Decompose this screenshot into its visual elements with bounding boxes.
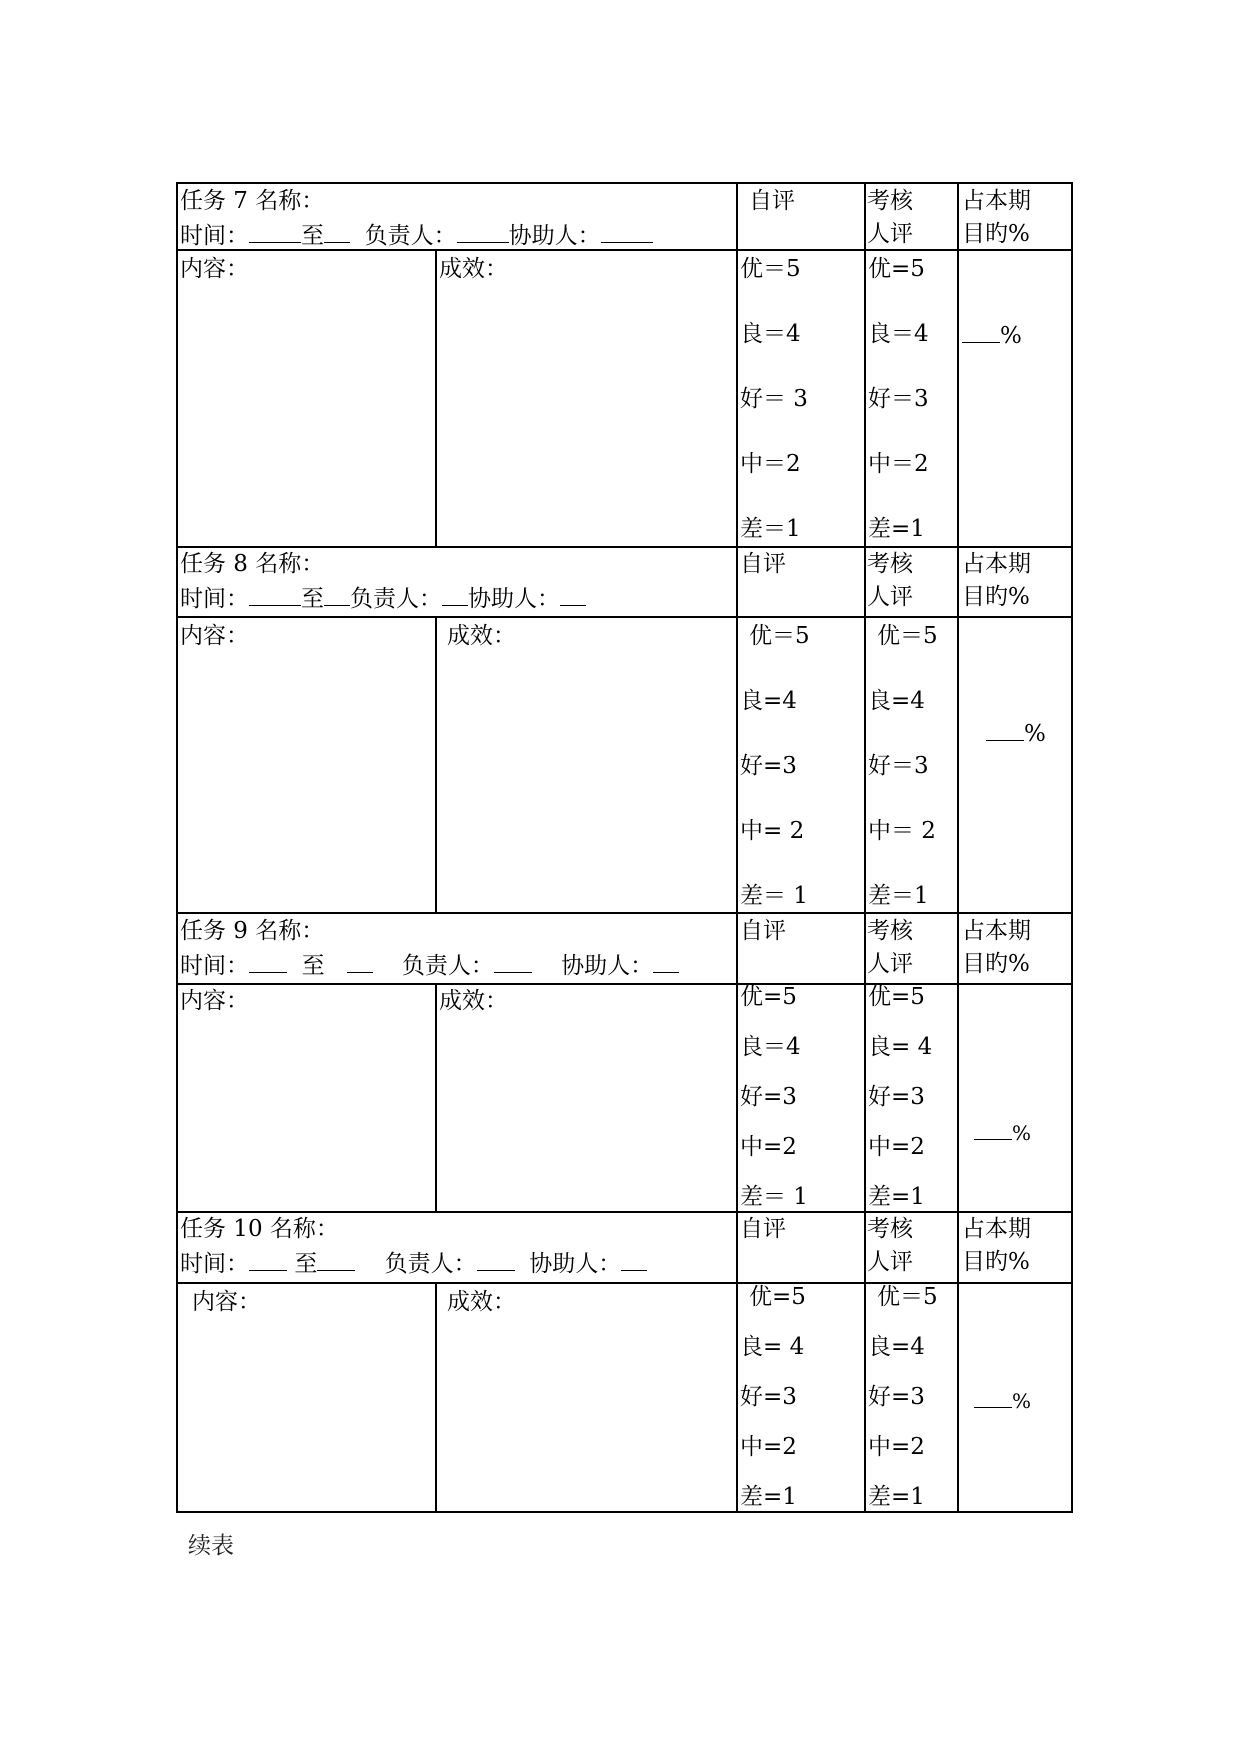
- row-divider: [176, 912, 1072, 914]
- review-grade: 良= 4: [868, 1034, 933, 1060]
- review-grade: 好=3: [868, 1384, 925, 1410]
- blank-field: [457, 220, 509, 243]
- owner-label: 负责人：: [350, 586, 442, 612]
- blank-field: [249, 583, 301, 606]
- task-meta-line: [180, 220, 653, 250]
- review-grade: 优＝5: [877, 1284, 938, 1310]
- self-grade: 差=1: [740, 1484, 797, 1510]
- pct-value: %: [1012, 1389, 1032, 1413]
- column-divider: [435, 1282, 437, 1512]
- review-grade: 良=4: [868, 1334, 925, 1360]
- review-grade: 好＝3: [868, 753, 929, 779]
- self-grade: 好=3: [740, 1084, 797, 1110]
- review-grade: 差=1: [868, 1484, 925, 1510]
- self-grade: 好=3: [740, 1384, 797, 1410]
- table-border-left: [176, 182, 178, 1513]
- review-header: 人评: [867, 1249, 913, 1275]
- time-label: 时间：: [180, 953, 249, 979]
- content-label: 内容：: [192, 1289, 261, 1315]
- task-title: 任务 10 名称：: [180, 1216, 339, 1242]
- self-grade: 优=5: [749, 1284, 806, 1310]
- pct-header: 占本期: [962, 551, 1031, 577]
- pct-field: [962, 320, 1022, 350]
- table-border-bottom: [176, 1511, 1072, 1513]
- review-header: 人评: [867, 584, 913, 610]
- blank-field: [324, 583, 350, 606]
- review-grade: 中=2: [868, 1434, 925, 1460]
- self-eval-header: 自评: [740, 1216, 786, 1242]
- review-grade: 中=2: [868, 1134, 925, 1160]
- blank-field: [324, 220, 350, 243]
- blank-field: [249, 220, 301, 243]
- blank-field: [974, 1385, 1012, 1408]
- assist-label: 协助人：: [508, 223, 601, 249]
- result-label: 成效：: [447, 623, 516, 649]
- assist-label: 协助人：: [561, 953, 654, 979]
- self-grade: 差＝1: [740, 516, 801, 542]
- task-title: 任务 9 名称：: [180, 918, 325, 944]
- review-grade: 良=4: [868, 688, 925, 714]
- review-header: 考核: [867, 1216, 913, 1242]
- column-divider: [435, 249, 437, 547]
- to-label: 至: [301, 223, 324, 249]
- self-grade: 良= 4: [740, 1334, 805, 1360]
- time-label: 时间：: [180, 223, 249, 249]
- pct-field: [986, 718, 1046, 748]
- review-grade: 中＝2: [868, 451, 929, 477]
- review-grade: 差＝1: [868, 883, 929, 909]
- self-eval-header: 自评: [740, 918, 786, 944]
- self-grade: 中＝2: [740, 451, 801, 477]
- table-border-top: [176, 182, 1072, 184]
- blank-field: [494, 950, 532, 973]
- pct-field: [974, 1385, 1031, 1415]
- content-label: 内容：: [180, 623, 249, 649]
- pct-value: %: [1000, 323, 1022, 349]
- pct-header: 目旳%: [962, 951, 1030, 977]
- pct-header: 占本期: [962, 1216, 1031, 1242]
- time-label: 时间：: [180, 1251, 249, 1277]
- table-border-right: [1071, 182, 1073, 1513]
- self-grade: 差＝ 1: [740, 883, 808, 909]
- row-divider: [176, 546, 1072, 548]
- pct-value: %: [1024, 721, 1046, 747]
- self-grade: 好=3: [740, 753, 797, 779]
- review-header: 考核: [867, 918, 913, 944]
- review-grade: 优=5: [868, 256, 925, 282]
- owner-label: 负责人：: [384, 1251, 477, 1277]
- task-title: 任务 7 名称：: [180, 188, 325, 214]
- pct-header: 目旳%: [962, 584, 1030, 610]
- blank-field: [317, 1248, 355, 1271]
- pct-field: [974, 1117, 1031, 1147]
- blank-field: [974, 1117, 1012, 1140]
- review-header: 考核: [867, 551, 913, 577]
- self-eval-header: 自评: [740, 551, 786, 577]
- content-label: 内容：: [180, 988, 249, 1014]
- review-grade: 优=5: [868, 984, 925, 1010]
- task-meta-line: [180, 950, 679, 980]
- to-label: 至: [301, 953, 325, 979]
- task-meta-line: [180, 1248, 647, 1278]
- review-grade: 良＝4: [868, 321, 929, 347]
- self-grade: 良＝4: [740, 321, 801, 347]
- result-label: 成效：: [447, 1289, 516, 1315]
- task-meta-line: [180, 583, 586, 613]
- self-grade: 优＝5: [749, 623, 810, 649]
- pct-header: 占本期: [962, 918, 1031, 944]
- owner-label: 负责人：: [364, 223, 457, 249]
- review-header: 人评: [867, 951, 913, 977]
- blank-field: [477, 1248, 515, 1271]
- column-divider: [864, 182, 866, 1513]
- assist-label: 协助人：: [468, 586, 560, 612]
- self-grade: 中= 2: [740, 818, 805, 844]
- continued-label: 续表: [188, 1533, 234, 1559]
- row-divider: [176, 983, 1072, 985]
- pct-header: 目旳%: [962, 1249, 1030, 1275]
- column-divider: [957, 182, 959, 1513]
- blank-field: [962, 320, 1000, 343]
- self-grade: 优=5: [740, 984, 797, 1010]
- self-eval-header: 自评: [749, 188, 795, 214]
- blank-field: [986, 718, 1024, 741]
- review-grade: 优＝5: [877, 623, 938, 649]
- blank-field: [442, 583, 468, 606]
- assist-label: 协助人：: [529, 1251, 622, 1277]
- pct-value: %: [1012, 1121, 1032, 1145]
- task-title: 任务 8 名称：: [180, 551, 325, 577]
- self-grade: 中=2: [740, 1134, 797, 1160]
- self-grade: 良=4: [740, 688, 797, 714]
- self-grade: 良＝4: [740, 1034, 801, 1060]
- column-divider: [435, 983, 437, 1212]
- owner-label: 负责人：: [401, 953, 494, 979]
- result-label: 成效：: [439, 256, 508, 282]
- pct-header: 目旳%: [962, 221, 1030, 247]
- blank-field: [249, 950, 287, 973]
- review-header: 考核: [867, 188, 913, 214]
- self-grade: 好＝ 3: [740, 386, 808, 412]
- blank-field: [653, 950, 679, 973]
- column-divider: [435, 616, 437, 913]
- review-grade: 差=1: [868, 1184, 925, 1210]
- row-divider: [176, 616, 1072, 618]
- to-label: 至: [301, 586, 324, 612]
- review-grade: 好=3: [868, 1084, 925, 1110]
- blank-field: [560, 583, 586, 606]
- review-grade: 差=1: [868, 516, 925, 542]
- review-header: 人评: [867, 221, 913, 247]
- content-label: 内容：: [180, 256, 249, 282]
- blank-field: [347, 950, 373, 973]
- blank-field: [601, 220, 653, 243]
- result-label: 成效：: [439, 988, 508, 1014]
- blank-field: [621, 1248, 647, 1271]
- row-divider: [176, 1211, 1072, 1213]
- self-grade: 中=2: [740, 1434, 797, 1460]
- self-grade: 优＝5: [740, 256, 801, 282]
- blank-field: [249, 1248, 287, 1271]
- column-divider: [736, 182, 738, 1513]
- to-label: 至: [294, 1251, 318, 1277]
- pct-header: 占本期: [962, 188, 1031, 214]
- review-grade: 好＝3: [868, 386, 929, 412]
- review-grade: 中＝ 2: [868, 818, 936, 844]
- time-label: 时间：: [180, 586, 249, 612]
- self-grade: 差＝ 1: [740, 1184, 808, 1210]
